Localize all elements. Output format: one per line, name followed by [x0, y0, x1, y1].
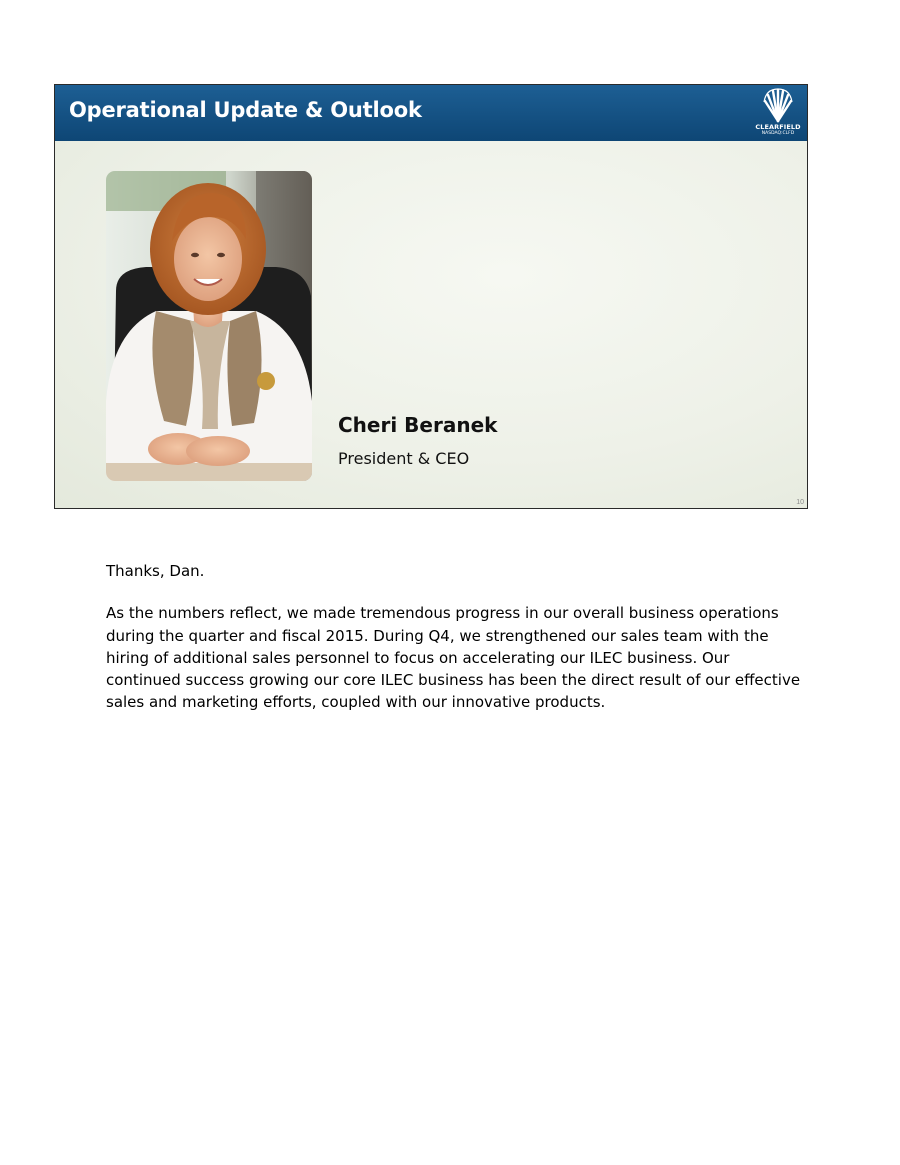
presentation-slide: [54, 84, 808, 509]
notes-greeting: Thanks, Dan.: [106, 562, 205, 580]
shell-logo-icon: [762, 87, 794, 123]
logo-wordmark: CLEARFIELD: [755, 123, 801, 131]
company-logo: [755, 87, 801, 139]
logo-ticker: NASDAQ:CLFD: [761, 131, 795, 136]
slide-number: 10: [796, 499, 804, 506]
speaker-notes: [106, 560, 806, 734]
slide-header: [55, 85, 807, 141]
slide-title: Operational Update & Outlook: [69, 98, 422, 122]
person-name: Cheri Beranek: [338, 413, 498, 437]
person-role: President & CEO: [338, 449, 470, 468]
notes-body: As the numbers reflect, we made tremendous progress in our overall business operations during the quarter and fiscal 2015. During Q4, we strengthened our sales team with the hiring of additional sales personnel to focus on accelerating our ILEC business. Our continued success growing our core ILEC business has been the direct result of our effective sales and marketing efforts, coupled with our innovative products.: [106, 604, 801, 712]
portrait-photo: [106, 171, 312, 481]
